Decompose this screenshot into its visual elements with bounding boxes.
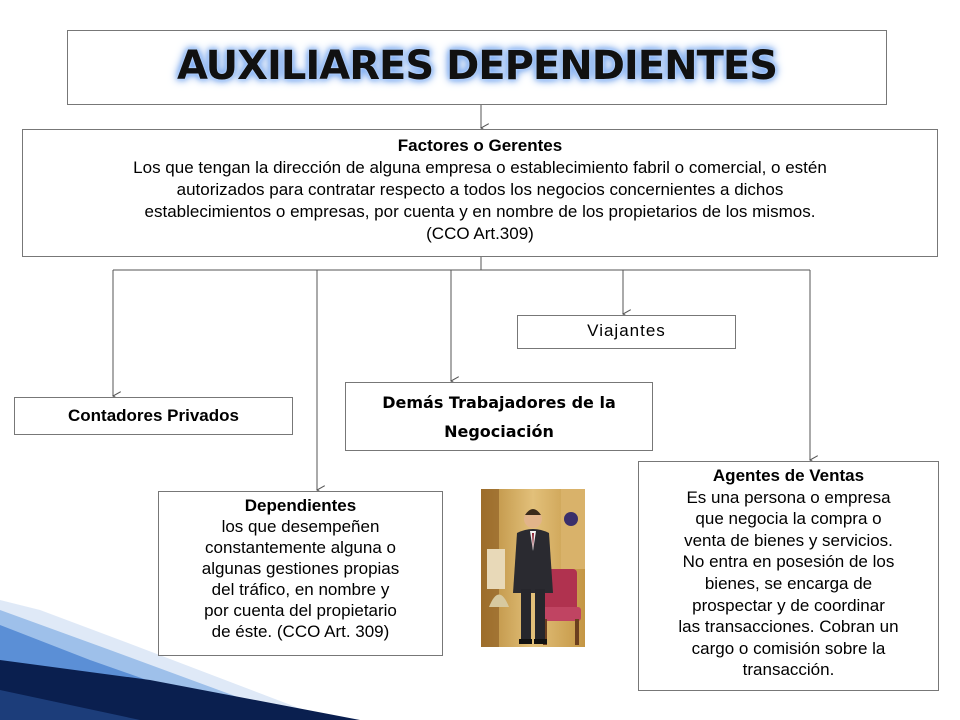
agentes-line: venta de bienes y servicios. (684, 530, 893, 550)
agentes-line: las transacciones. Cobran un (678, 617, 899, 637)
contadores-label: Contadores Privados (68, 406, 239, 425)
dependientes-line: algunas gestiones propias (201, 559, 400, 578)
demas-trabajadores-box (345, 382, 653, 451)
dependientes-heading: Dependientes (244, 496, 357, 515)
businessman-photo (481, 489, 585, 647)
dependientes-line: los que desempeñen (221, 517, 380, 536)
diagram-title: AUXILIARES DEPENDIENTES (176, 43, 778, 89)
title-box (67, 30, 887, 105)
dependientes-line: constantemente alguna o (205, 538, 396, 557)
dependientes-line: por cuenta del propietario (204, 601, 397, 620)
demas-line: Negociación (444, 422, 554, 441)
contadores-box (14, 397, 293, 435)
dependientes-line: del tráfico, en nombre y (211, 580, 390, 599)
agentes-line: prospectar y de coordinar (692, 595, 885, 615)
viajantes-label: Viajantes (587, 321, 666, 340)
factores-box (22, 129, 938, 257)
agentes-line: bienes, se encarga de (704, 573, 873, 593)
factores-line: Los que tengan la dirección de alguna empresa o establecimiento fabril o comercial, o estén (133, 158, 827, 177)
viajantes-box (517, 315, 736, 349)
agentes-line: cargo o comisión sobre la (691, 638, 886, 658)
demas-line: Demás Trabajadores de la (382, 393, 616, 412)
factores-line: autorizados para contratar respecto a todos los negocios concernientes a dichos (176, 180, 784, 199)
factores-heading: Factores o Gerentes (397, 136, 563, 155)
dependientes-box (158, 491, 443, 656)
agentes-line: No entra en posesión de los (682, 552, 895, 572)
factores-line: (CCO Art.309) (426, 224, 534, 243)
agentes-heading: Agentes de Ventas (712, 466, 865, 485)
agentes-de-ventas-box (638, 461, 939, 691)
dependientes-line: de éste. (CCO Art. 309) (211, 622, 390, 641)
agentes-line: que negocia la compra o (695, 509, 882, 529)
factores-line: establecimientos o empresas, por cuenta y en nombre de los propietarios de los mismos. (144, 202, 816, 221)
agentes-line: Es una persona o empresa (686, 487, 891, 507)
agentes-line: transacción. (742, 660, 835, 680)
